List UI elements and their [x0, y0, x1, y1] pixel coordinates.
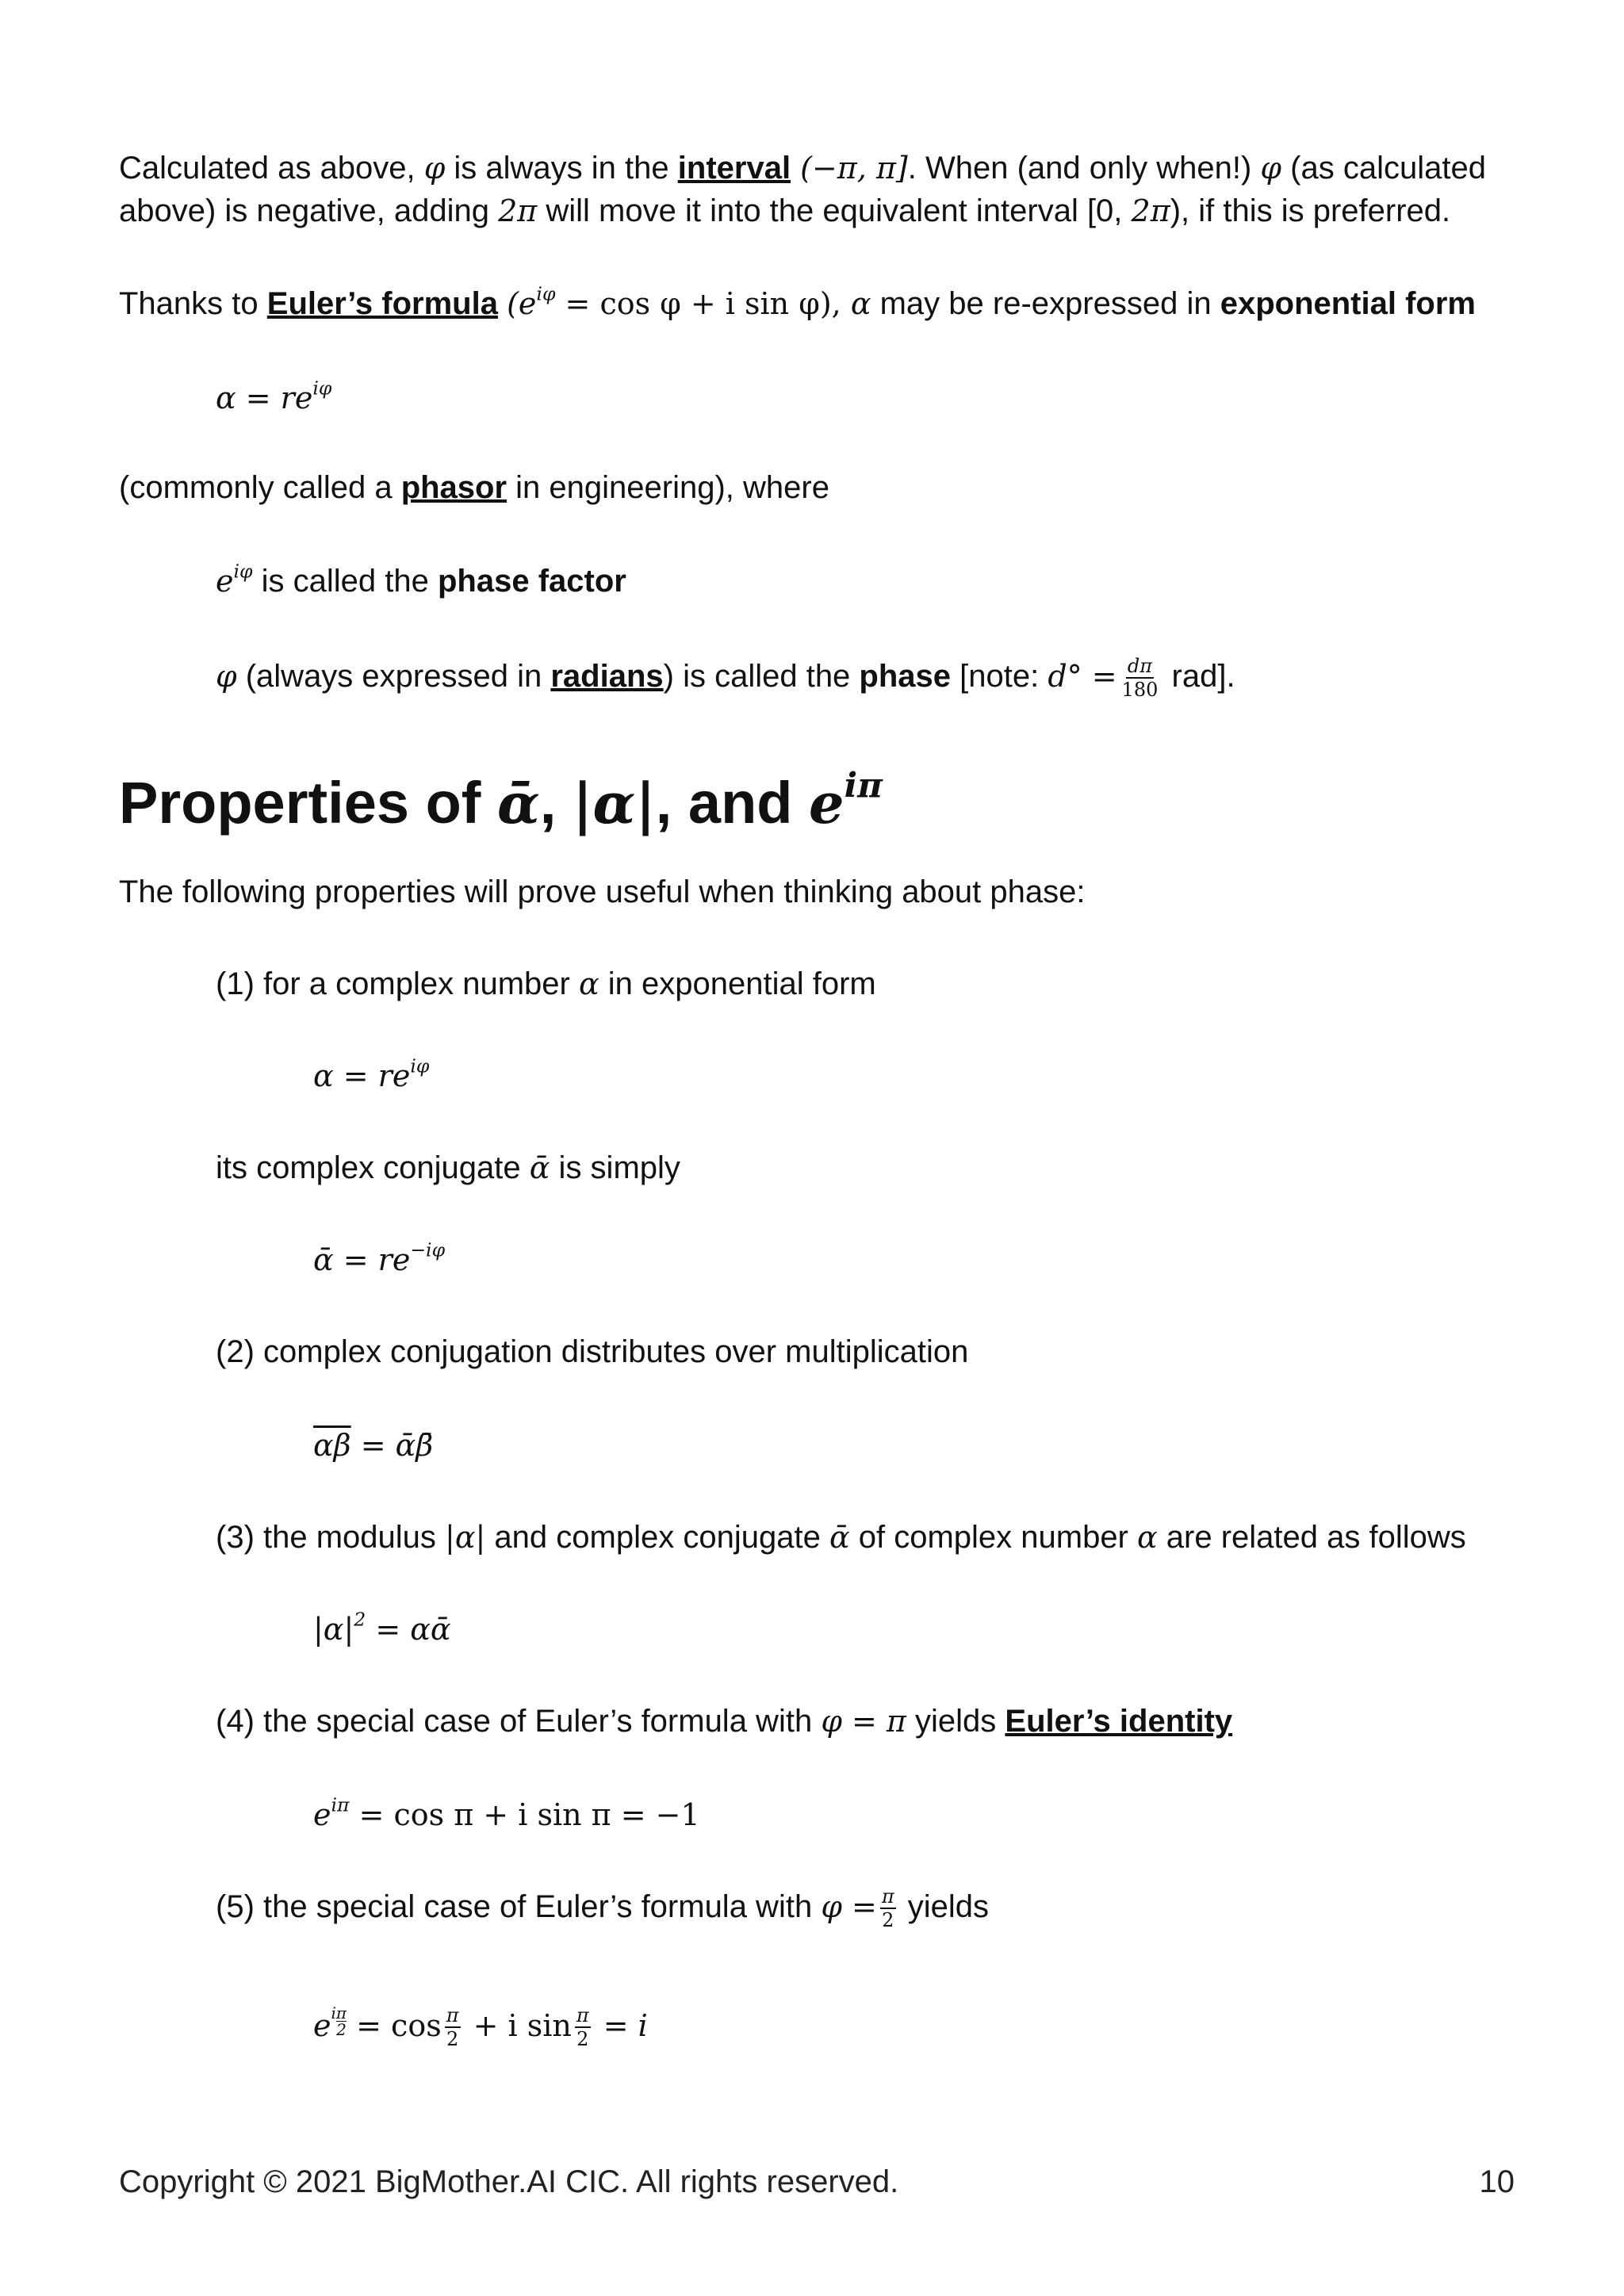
page-footer: [119, 2164, 1515, 2200]
paragraph-phase: φ (always expressed in radians) is called the phase [note: d° = $\frac{d\pi}{180}$ rad].: [216, 655, 1235, 702]
paragraph-phasor: (commonly called a phasor in engineering), where: [119, 470, 829, 505]
copyright-text: Copyright © 2021 BigMother.AI CIC. All rights reserved.: [119, 2164, 899, 2199]
equation-half-pi: e i $\frac{\pi}{2}$ = cos $\frac{\pi}{2}$ + i sin $\frac{\pi}{2}$ = i: [313, 2003, 648, 2051]
equation-modulus: $|\alpha|^2$ = αᾱ: [313, 1608, 451, 1647]
page-number: 10: [1479, 2164, 1515, 2199]
interval-link[interactable]: interval: [677, 151, 791, 186]
equation-alpha: $\alpha = re^{i\varphi}$: [313, 1054, 430, 1093]
property-1: (1) for a complex number α in exponential form: [216, 966, 876, 1001]
euler-identity-link[interactable]: Euler’s identity: [1005, 1704, 1233, 1739]
radians-link[interactable]: radians: [550, 659, 664, 694]
section-heading: Properties of ᾱ, |α|, and $e^{i\pi}$: [119, 765, 883, 836]
paragraph-interval: Calculated as above, φ is always in the interval (−π, π]. When (and only when!) φ (as calculated above) is negative, adding 2π will move it into the equivalent interval [0, 2π), if this is preferred.: [119, 151, 1486, 228]
equation-euler-identity: $e^{i\pi} = \cos \pi + i$ sin π = −1: [313, 1793, 700, 1832]
phasor-link[interactable]: phasor: [400, 470, 508, 505]
property-4: (4) the special case of Euler’s formula with φ = π yields Euler’s identity: [216, 1704, 1233, 1739]
paragraph-phase-factor: $e^{i\varphi}$ is called the phase factor: [216, 560, 626, 599]
equation-exponential-form: $\alpha = re^{i\varphi}$: [216, 377, 332, 415]
equation-distribution: $\overline{\alpha\beta}$ = ᾱβ̄: [313, 1428, 434, 1463]
paragraph-euler-formula: Thanks to Euler’s formula ($e^{i\varphi} = \cos \varphi + i$ sin φ), α may be re-expressed in exponential form: [119, 282, 1476, 321]
intro-text: The following properties will prove useful when thinking about phase:: [119, 874, 1086, 909]
conjugate-text: its complex conjugate ᾱ is simply: [216, 1150, 680, 1185]
euler-formula-link[interactable]: Euler’s formula: [266, 286, 498, 321]
equation-conjugate: ᾱ = $re^{-i\varphi}$: [313, 1238, 446, 1277]
property-5: (5) the special case of Euler’s formula with φ = $\frac{\pi}{2}$ yields: [216, 1885, 990, 1932]
property-3: (3) the modulus |α| and complex conjugate ᾱ of complex number α are related as follows: [216, 1520, 1466, 1555]
property-2: (2) complex conjugation distributes over multiplication: [216, 1334, 969, 1369]
